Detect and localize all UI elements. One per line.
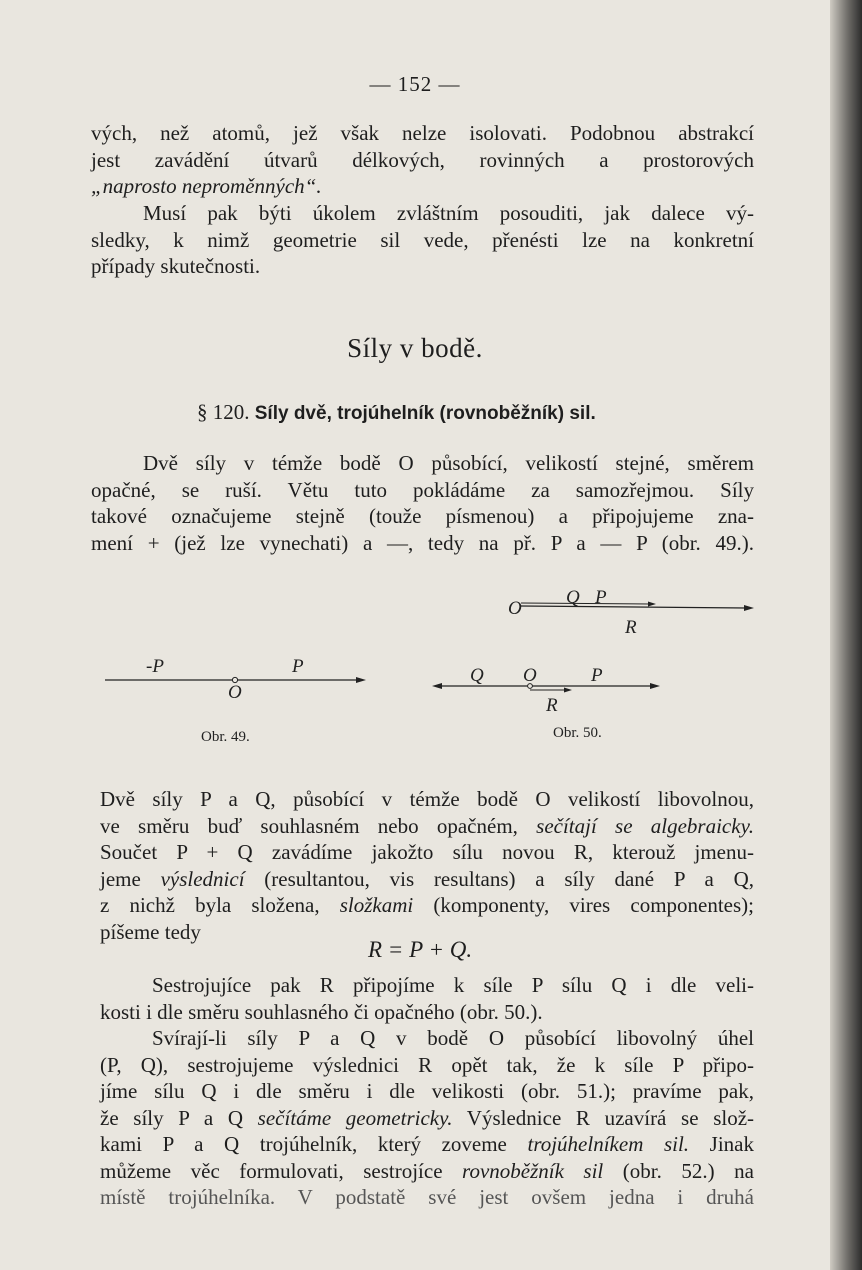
resultant-line: [521, 606, 746, 608]
italic-phrase: výslednicí: [160, 866, 245, 891]
text-run: můžeme věc formulovati, sestrojíce: [100, 1158, 463, 1183]
italic-phrase: sečítají se algebraicky.: [536, 813, 754, 838]
text-run: kami P a Q trojúhelník, který zoveme: [100, 1132, 528, 1156]
italic-phrase: sečítáme geometricky.: [257, 1105, 453, 1130]
arrow-head-right: [356, 677, 366, 683]
arrow-head-left: [432, 683, 442, 689]
text-line: kosti i dle směru souhlasného či opačného (obr. 50.).: [100, 999, 543, 1024]
label-p: P: [292, 656, 304, 677]
label-p: P: [595, 587, 607, 608]
text-run: (resultantou, vis resultans) a síly dané P a Q,: [244, 866, 754, 891]
force-line: [521, 603, 650, 604]
text-run: z nichž byla složena,: [100, 893, 340, 917]
text-line: vých, než atomů, jež však nelze isolovati. Podobnou abstrakcí: [91, 121, 754, 145]
text-run: že síly P a Q: [100, 1105, 258, 1130]
label-r: R: [546, 695, 558, 716]
text-run: (obr. 52.) na: [603, 1158, 754, 1183]
italic-phrase: složkami: [339, 893, 414, 917]
text-line: (P, Q), sestrojujeme výslednici R opět tak, že k síle P připo-: [100, 1052, 754, 1077]
text-line: Součet P + Q zavádíme jakožto sílu novou R, kterouž jmenu-: [100, 840, 754, 864]
arrow-head-right: [744, 605, 754, 611]
italic-phrase: trojúhelníkem sil.: [527, 1132, 690, 1156]
chapter-heading: Síly v bodě.: [347, 333, 483, 363]
section-number: § 120.: [197, 400, 250, 424]
text-line: Dvě síly v témže bodě O působící, velikostí stejné, směrem: [143, 451, 754, 475]
italic-phrase: rovnoběžník sil: [462, 1158, 604, 1183]
figure-50-caption: Obr. 50.: [553, 725, 602, 741]
text-line: takové označujeme stejně (touže písmenou) a připojujeme zna-: [91, 504, 754, 528]
text-line: případy skutečnosti.: [91, 254, 261, 278]
text-line: [100, 1131, 754, 1158]
figure-49-caption: Obr. 49.: [201, 729, 250, 745]
italic-phrase: „naprosto neproměnných“.: [91, 174, 322, 198]
text-line: mení + (jež lze vynechati) a —, tedy na př. P a — P (obr. 49.).: [91, 530, 754, 555]
text-run: Výslednice R uzavírá se slož-: [452, 1105, 755, 1130]
paragraph-4: [100, 786, 754, 945]
label-minus-p: -P: [146, 656, 164, 677]
text-run: jeme: [100, 866, 161, 891]
text-line: [100, 813, 754, 840]
text-line: Svírají-li síly P a Q v bodě O působící libovolný úhel: [152, 1026, 754, 1050]
label-r: R: [625, 617, 637, 638]
figure-50: [432, 587, 754, 741]
text-run: (komponenty, vires componentes);: [413, 893, 754, 917]
label-p: P: [591, 665, 603, 686]
text-line: [100, 1105, 754, 1132]
paragraph-6: [100, 1025, 754, 1211]
text-line: opačné, se ruší. Větu tuto pokládáme za samozřejmou. Síly: [91, 477, 754, 502]
text-line: jest zavádění útvarů délkových, rovinných a prostorových: [91, 147, 754, 172]
arrow-head-right: [650, 683, 660, 689]
text-line: [100, 892, 754, 919]
label-q: Q: [566, 587, 580, 608]
text-line: Dvě síly P a Q, působící v témže bodě O velikostí libovolnou,: [100, 787, 754, 811]
text-line: [100, 1158, 754, 1185]
page-number: — 152 —: [369, 72, 461, 96]
figure-49: [105, 656, 366, 745]
arrow-head-right: [564, 688, 572, 693]
paragraph-5: [100, 972, 754, 1025]
label-o: O: [228, 682, 242, 703]
formula: R = P + Q.: [368, 937, 473, 962]
section-title: Síly dvě, trojúhelník (rovnoběžník) sil.: [254, 403, 596, 424]
text-run: ve směru buď souhlasném nebo opačném,: [100, 813, 537, 838]
text-line: píšeme tedy: [100, 919, 201, 944]
label-o: O: [523, 665, 537, 686]
text-line: Musí pak býti úkolem zvláštním posouditi, jak dalece vý-: [143, 201, 754, 225]
text-line: místě trojúhelníka. V podstatě své jest ovšem jedna i druhá: [100, 1185, 754, 1209]
text-line: [100, 866, 754, 893]
text-line: jíme sílu Q i dle směru i dle velikosti (obr. 51.); pravíme pak,: [100, 1079, 754, 1103]
text-run: Jinak: [689, 1132, 754, 1156]
text-line: sledky, k nimž geometrie sil vede, přenésti lze na konkretní: [91, 227, 754, 252]
label-q: Q: [470, 665, 484, 686]
arrow-head-right: [648, 602, 656, 607]
text-line: Sestrojujíce pak R připojíme k síle P sílu Q i dle veli-: [152, 973, 754, 997]
label-o: O: [508, 598, 522, 619]
